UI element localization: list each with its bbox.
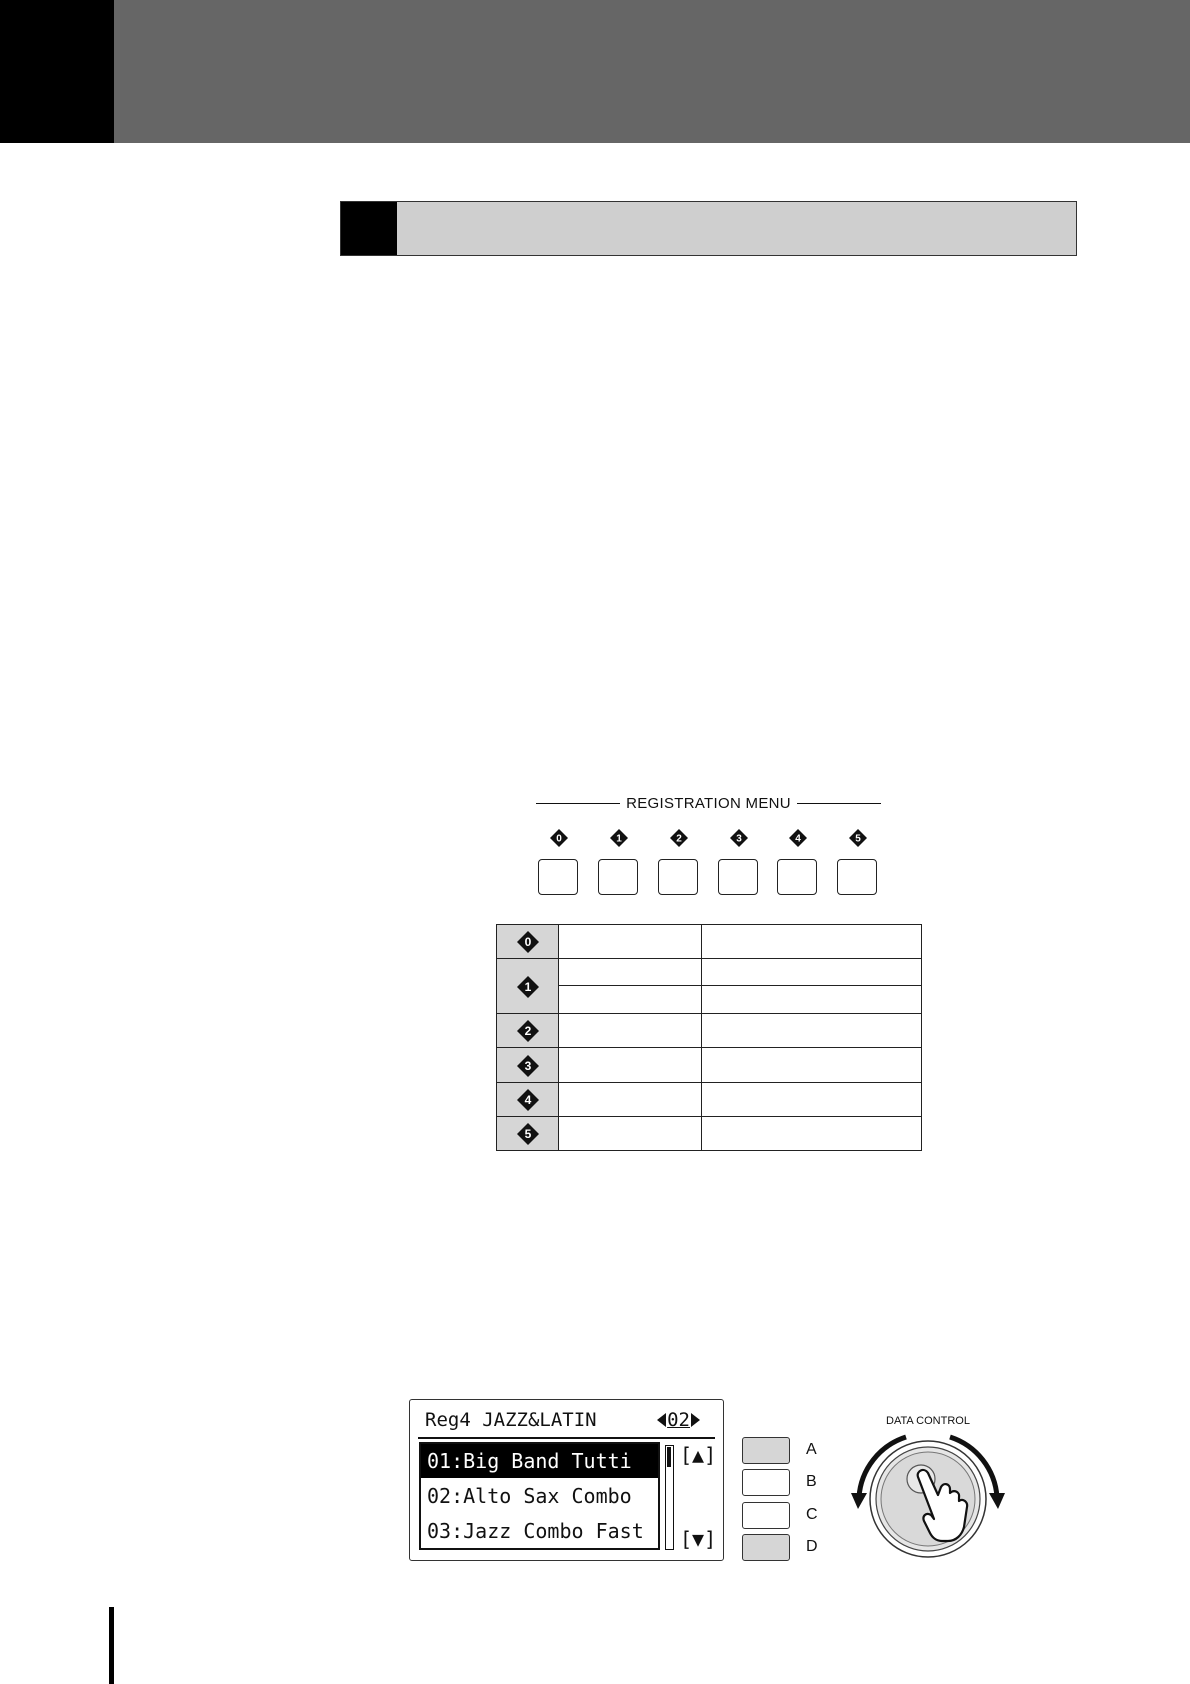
button-number: 3 — [736, 833, 742, 845]
diamond-number-icon — [849, 829, 867, 847]
row-number: 4 — [524, 1093, 531, 1107]
registration-menu-buttons — [538, 829, 882, 897]
button-number: 2 — [676, 833, 682, 845]
diamond-number-icon — [517, 931, 539, 953]
registration-key[interactable] — [658, 859, 698, 895]
button-number: 1 — [616, 833, 622, 845]
registration-menu-button-5[interactable] — [837, 829, 879, 897]
registration-key[interactable] — [718, 859, 758, 895]
chapter-header-bar — [0, 0, 1190, 143]
page-selector[interactable] — [657, 1406, 700, 1434]
diamond-number-icon — [610, 829, 628, 847]
diamond-number-icon — [730, 829, 748, 847]
registration-key[interactable] — [777, 859, 817, 895]
table-key-cell-4 — [497, 1083, 559, 1117]
table-row-divider — [497, 958, 921, 959]
diamond-number-icon — [550, 829, 568, 847]
registration-table — [496, 924, 922, 1151]
registration-menu-button-3[interactable] — [718, 829, 760, 897]
registration-menu-button-2[interactable] — [658, 829, 700, 897]
page-number: 02 — [667, 1409, 690, 1431]
table-key-cell-1 — [497, 959, 559, 1014]
table-row-divider — [497, 1116, 921, 1117]
diamond-number-icon — [517, 1089, 539, 1111]
button-a-label: A — [806, 1441, 817, 1458]
diamond-number-icon — [517, 976, 539, 998]
title-rule-right — [797, 803, 881, 804]
row-number: 1 — [524, 979, 531, 994]
button-number: 4 — [795, 833, 801, 845]
button-d-label: D — [806, 1538, 818, 1555]
registration-key[interactable] — [538, 859, 578, 895]
scroll-down-button[interactable]: [▼] — [680, 1527, 717, 1551]
button-c-label: C — [806, 1506, 818, 1523]
registration-menu-title — [536, 791, 881, 815]
registration-list — [419, 1442, 660, 1550]
diamond-number-icon — [517, 1123, 539, 1145]
list-scrollbar[interactable] — [665, 1445, 674, 1550]
button-number: 0 — [556, 833, 562, 845]
registration-key[interactable] — [598, 859, 638, 895]
table-row-divider — [497, 1013, 921, 1014]
registration-bank-title: Reg4 JAZZ&LATIN — [425, 1409, 597, 1431]
chapter-tab — [0, 0, 114, 143]
diamond-number-icon — [789, 829, 807, 847]
registration-menu-label: REGISTRATION MENU — [626, 794, 791, 812]
diamond-number-icon — [670, 829, 688, 847]
row-number: 2 — [524, 1024, 531, 1038]
table-key-cell-5 — [497, 1117, 559, 1150]
row-number: 0 — [524, 935, 531, 949]
registration-key[interactable] — [837, 859, 877, 895]
button-b-label: B — [806, 1473, 817, 1490]
data-control-dial[interactable] — [846, 1409, 1016, 1559]
registration-menu-button-4[interactable] — [777, 829, 819, 897]
section-header-bar — [340, 201, 1077, 256]
scroll-up-button[interactable]: [▲] — [680, 1443, 717, 1467]
section-number-block — [341, 202, 397, 255]
table-key-cell-3 — [497, 1048, 559, 1083]
row-number: 5 — [524, 1126, 531, 1141]
title-rule-left — [536, 803, 620, 804]
diamond-number-icon — [517, 1055, 539, 1077]
table-row-divider — [497, 1082, 921, 1083]
list-item[interactable]: 01:Big Band Tutti — [421, 1444, 658, 1478]
button-b[interactable] — [742, 1469, 790, 1496]
scrollbar-thumb[interactable] — [667, 1447, 671, 1467]
list-item[interactable]: 03:Jazz Combo Fast — [427, 1519, 644, 1543]
page-edge-rule — [109, 1607, 114, 1684]
table-key-cell-2 — [497, 1014, 559, 1048]
triangle-right-icon — [691, 1413, 700, 1427]
registration-menu-button-0[interactable] — [538, 829, 580, 897]
table-row-divider — [559, 985, 921, 986]
list-item[interactable]: 02:Alto Sax Combo — [427, 1484, 632, 1508]
triangle-left-icon — [657, 1413, 666, 1427]
registration-menu-button-1[interactable] — [598, 829, 640, 897]
table-row-divider — [497, 1047, 921, 1048]
button-number: 5 — [855, 833, 861, 845]
diamond-number-icon — [517, 1020, 539, 1042]
data-control-label: DATA CONTROL — [886, 1415, 970, 1427]
button-d[interactable] — [742, 1534, 790, 1561]
lcd-display — [409, 1399, 724, 1561]
button-c[interactable] — [742, 1502, 790, 1529]
table-key-cell-0 — [497, 925, 559, 959]
lcd-header — [425, 1406, 710, 1434]
lcd-header-divider — [418, 1437, 715, 1439]
row-number: 3 — [524, 1058, 531, 1073]
button-a[interactable] — [742, 1437, 790, 1464]
